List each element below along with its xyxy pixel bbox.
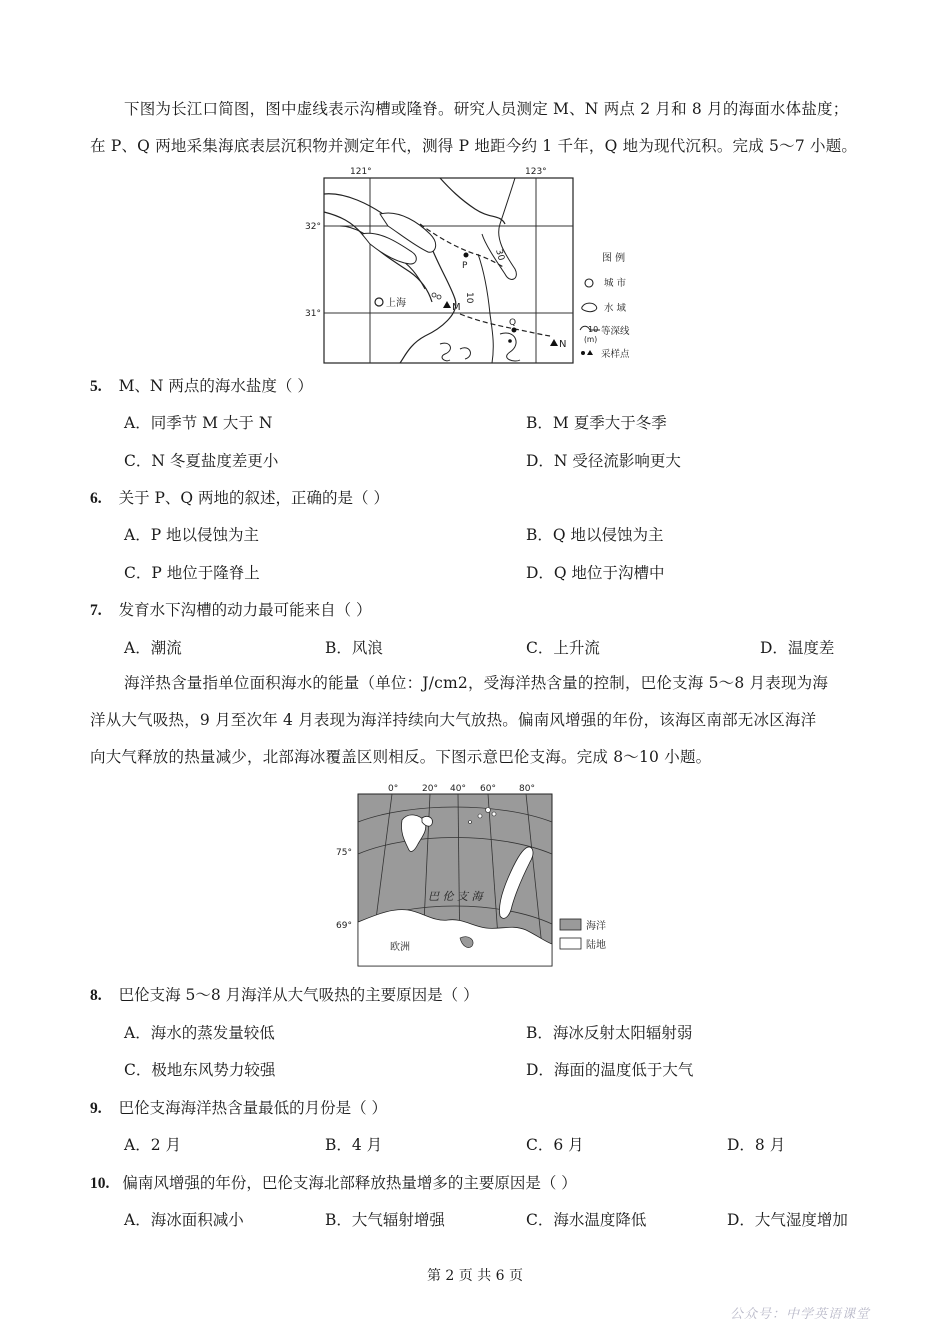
legend-city-icon	[585, 279, 593, 287]
q7-option-d[interactable]: D．温度差	[760, 639, 835, 657]
label-M: M	[452, 302, 461, 313]
yangtze-estuary-map	[300, 164, 650, 369]
question-7	[90, 598, 372, 620]
page-number: 第 2 页 共 6 页	[426, 1268, 524, 1284]
passage1-line1: 下图为长江口简图，图中虚线表示沟槽或隆脊。研究人员测定 M、N 两点 2 月和 8 月的海面水体盐度；	[124, 100, 849, 118]
question-5-stem: M、N 两点的海水盐度（ ）	[118, 377, 313, 395]
question-6-stem: 关于 P、Q 两地的叙述，正确的是（ ）	[118, 489, 389, 507]
legend-water-label: 水 域	[604, 303, 627, 314]
q7-option-a[interactable]: A．潮流	[124, 639, 182, 657]
q10-option-b[interactable]: B．大气辐射增强	[325, 1211, 445, 1229]
tick-lat-69: 69°	[336, 921, 352, 931]
label-N: N	[559, 339, 567, 350]
q10-option-a[interactable]: A．海冰面积减小	[124, 1211, 244, 1229]
legend-depth-value: 10	[588, 325, 599, 334]
question-9-number: 9.	[90, 1100, 102, 1117]
tick-lon-40: 40°	[450, 784, 466, 794]
q6-option-d[interactable]: D．Q 地位于沟槽中	[526, 564, 665, 582]
tick-lon-123: 123°	[525, 167, 547, 177]
islet-3	[478, 814, 482, 818]
contour-label-30: 30	[493, 248, 506, 262]
watermark-text: 公众号：中学英语课堂	[730, 1307, 871, 1322]
question-5	[90, 374, 313, 396]
europe-label: 欧洲	[390, 942, 410, 953]
q7-option-b[interactable]: B．风浪	[325, 639, 383, 657]
islet-4	[469, 821, 472, 824]
tick-lon-20: 20°	[422, 784, 438, 794]
barents-sea-map	[330, 782, 630, 972]
passage2-line3: 向大气释放的热量减少，北部海冰覆盖区则相反。下图示意巴伦支海。完成 8～10 小题。	[90, 748, 712, 766]
q10-option-d[interactable]: D．大气湿度增加	[727, 1211, 848, 1229]
q9-option-a[interactable]: A．2 月	[124, 1136, 181, 1154]
q10-option-c[interactable]: C．海水温度降低	[526, 1211, 647, 1229]
city-label-shanghai: 上海	[386, 298, 406, 309]
q8-option-b[interactable]: B．海冰反射太阳辐射弱	[526, 1024, 693, 1042]
q6-option-c[interactable]: C．P 地位于隆脊上	[124, 564, 260, 582]
sample-point-dot	[508, 339, 512, 343]
question-10-stem: 偏南风增强的年份，巴伦支海北部释放热量增多的主要原因是（ ）	[122, 1174, 577, 1192]
sample-point-P	[464, 253, 469, 258]
islet-1	[486, 808, 491, 813]
legend-city-label: 城 市	[604, 278, 627, 289]
tick-lat-31: 31°	[305, 309, 321, 319]
legend-sample-label: 采样点	[601, 349, 630, 360]
tick-lat-32: 32°	[305, 222, 321, 232]
sample-point-Q	[512, 328, 517, 333]
question-5-number: 5.	[90, 378, 102, 395]
question-8	[90, 983, 479, 1005]
sea-name-label: 巴 伦 支 海	[428, 890, 483, 903]
label-P: P	[462, 261, 468, 271]
legend-title: 图 例	[602, 253, 626, 264]
legend-sample-triangle	[587, 350, 593, 355]
q8-option-a[interactable]: A．海水的蒸发量较低	[124, 1024, 275, 1042]
legend-depth-unit: (m)	[584, 335, 598, 344]
q6-option-b[interactable]: B．Q 地以侵蚀为主	[526, 526, 664, 544]
tick-lat-75: 75°	[336, 848, 352, 858]
question-6-number: 6.	[90, 490, 102, 507]
legend-water-icon	[582, 303, 597, 312]
label-Q: Q	[509, 318, 517, 328]
q5-option-d[interactable]: D．N 受径流影响更大	[526, 452, 681, 470]
legend-land-swatch	[560, 938, 581, 949]
q6-option-a[interactable]: A．P 地以侵蚀为主	[124, 526, 260, 544]
tick-lon-121: 121°	[350, 167, 372, 177]
q9-option-b[interactable]: B．4 月	[325, 1136, 383, 1154]
legend-ocean-swatch	[560, 919, 581, 930]
q5-option-b[interactable]: B．M 夏季大于冬季	[526, 414, 667, 432]
city-marker-shanghai	[375, 298, 383, 306]
tick-lon-60: 60°	[480, 784, 496, 794]
passage1-line2: 在 P、Q 两地采集海底表层沉积物并测定年代，测得 P 地距今约 1 千年，Q 地为现代沉积。完成 5～7 小题。	[90, 137, 858, 155]
tick-lon-0: 0°	[388, 784, 399, 794]
small-city-dot-1	[432, 293, 436, 297]
q5-option-c[interactable]: C．N 冬夏盐度差更小	[124, 452, 279, 470]
question-8-stem: 巴伦支海 5～8 月海洋从大气吸热的主要原因是（ ）	[118, 986, 479, 1004]
q7-option-c[interactable]: C．上升流	[526, 639, 600, 657]
question-10-number: 10.	[90, 1175, 110, 1192]
q8-option-c[interactable]: C．极地东风势力较强	[124, 1061, 276, 1079]
legend-ocean-label: 海洋	[586, 921, 606, 932]
question-7-number: 7.	[90, 602, 102, 619]
question-9	[90, 1096, 387, 1118]
question-9-stem: 巴伦支海海洋热含量最低的月份是（ ）	[118, 1099, 387, 1117]
small-city-dot-2	[437, 295, 441, 299]
contour-label-10: 10	[464, 292, 474, 304]
passage2-line2: 洋从大气吸热，9 月至次年 4 月表现为海洋持续向大气放热。偏南风增强的年份，该海区南部无冰区海洋	[90, 711, 817, 729]
passage2-line1: 海洋热含量指单位面积海水的能量（单位：J/cm2，受海洋热含量的控制，巴伦支海 5～8 月表现为海	[124, 674, 829, 692]
tick-lon-80: 80°	[519, 784, 535, 794]
question-6	[90, 486, 389, 508]
q5-option-a[interactable]: A．同季节 M 大于 N	[124, 414, 273, 432]
question-10	[90, 1171, 577, 1193]
legend-depth-label: 等深线	[601, 326, 630, 337]
legend-sample-dot	[581, 351, 585, 355]
q9-option-c[interactable]: C．6 月	[526, 1136, 584, 1154]
question-8-number: 8.	[90, 987, 102, 1004]
legend-land-label: 陆地	[586, 940, 606, 951]
q9-option-d[interactable]: D．8 月	[727, 1136, 786, 1154]
q8-option-d[interactable]: D．海面的温度低于大气	[526, 1061, 694, 1079]
islet-2	[492, 812, 496, 816]
question-7-stem: 发育水下沟槽的动力最可能来自（ ）	[118, 601, 372, 619]
